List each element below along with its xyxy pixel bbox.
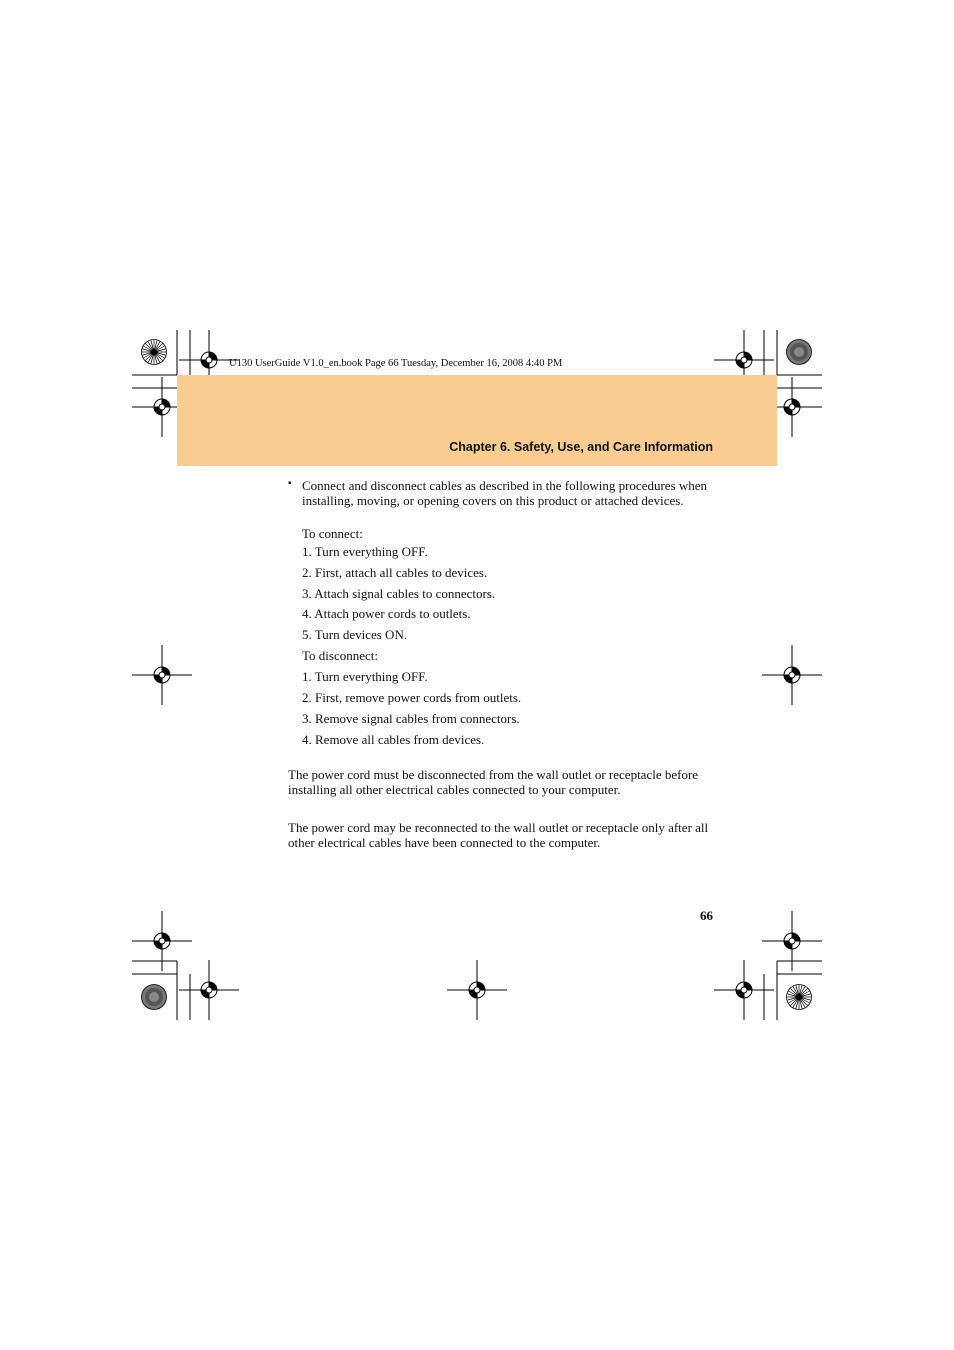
connect-step: 1. Turn everything OFF. xyxy=(302,544,428,559)
page-number: 66 xyxy=(700,908,713,923)
connect-step: 4. Attach power cords to outlets. xyxy=(302,606,471,621)
power-cord-paragraph-1: The power cord must be disconnected from the wall outlet or receptacle before installing all other electrical cables connected to your computer. xyxy=(288,767,699,797)
disconnect-step: 4. Remove all cables from devices. xyxy=(302,732,485,747)
connect-heading: To connect: xyxy=(302,526,363,541)
connect-step: 5. Turn devices ON. xyxy=(302,627,408,642)
connect-step: 2. First, attach all cables to devices. xyxy=(302,565,488,580)
disconnect-step: 3. Remove signal cables from connectors. xyxy=(302,711,520,726)
disconnect-step: 2. First, remove power cords from outlets. xyxy=(302,690,522,705)
disconnect-heading: To disconnect: xyxy=(302,648,378,663)
disconnect-step: 1. Turn everything OFF. xyxy=(302,669,428,684)
print-slug: U130 UserGuide V1.0_en.book Page 66 Tuesday, December 16, 2008 4:40 PM xyxy=(229,358,563,369)
power-cord-paragraph-2: The power cord may be reconnected to the wall outlet or receptacle only after all other electrical cables have been connected to the computer. xyxy=(288,820,709,850)
connect-step: 3. Attach signal cables to connectors. xyxy=(302,586,496,601)
bullet-icon: ▪ xyxy=(288,478,292,489)
chapter-title: Chapter 6. Safety, Use, and Care Information xyxy=(449,440,713,454)
bullet-text: Connect and disconnect cables as described in the following procedures when installing, moving, or opening covers on this product or attached devices. xyxy=(302,478,708,508)
